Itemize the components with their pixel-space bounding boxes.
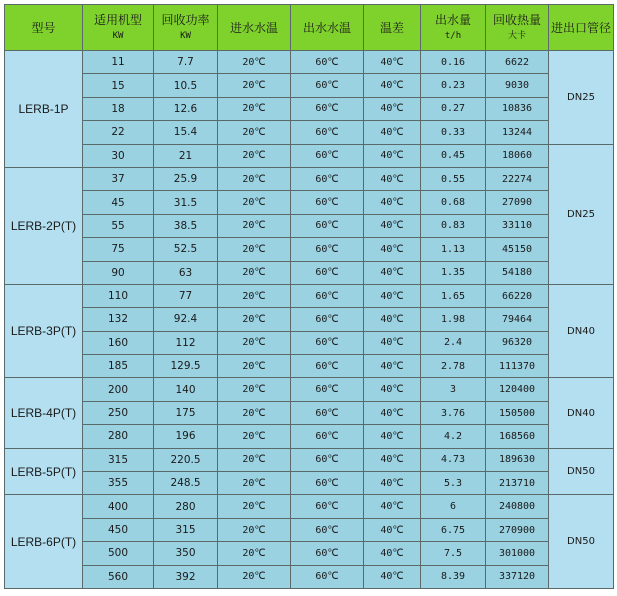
heat-cell: 240800 <box>486 495 549 518</box>
temp-diff-cell: 40℃ <box>364 167 421 190</box>
model-cell: LERB-6P(T) <box>5 495 83 589</box>
header-compressor-kw <box>83 5 154 51</box>
temp-diff-cell: 40℃ <box>364 495 421 518</box>
outlet-temp-cell: 60℃ <box>291 308 364 331</box>
heat-cell: 6622 <box>486 51 549 74</box>
flow-cell: 0.27 <box>421 97 486 120</box>
flow-cell: 0.16 <box>421 51 486 74</box>
recovery-kw-cell: 12.6 <box>154 97 218 120</box>
flow-cell: 8.39 <box>421 565 486 588</box>
header-label: 进出口管径 <box>550 20 611 35</box>
heat-cell: 54180 <box>486 261 549 284</box>
model-cell: LERB-1P <box>5 51 83 168</box>
inlet-temp-cell: 20℃ <box>218 495 291 518</box>
inlet-temp-cell: 20℃ <box>218 121 291 144</box>
inlet-temp-cell: 20℃ <box>218 378 291 401</box>
temp-diff-cell: 40℃ <box>364 401 421 424</box>
temp-diff-cell: 40℃ <box>364 51 421 74</box>
temp-diff-cell: 40℃ <box>364 97 421 120</box>
header-label: 进水水温 <box>229 20 278 35</box>
compressor-kw-cell: 355 <box>83 472 154 495</box>
pipe-size-cell: DN50 <box>549 448 614 495</box>
header-unit: KW <box>112 30 124 41</box>
outlet-temp-cell: 60℃ <box>291 144 364 167</box>
table-row <box>5 425 614 448</box>
recovery-kw-cell: 129.5 <box>154 355 218 378</box>
outlet-temp-cell: 60℃ <box>291 167 364 190</box>
recovery-kw-cell: 175 <box>154 401 218 424</box>
flow-cell: 0.33 <box>421 121 486 144</box>
table-row <box>5 355 614 378</box>
compressor-kw-cell: 110 <box>83 284 154 307</box>
compressor-kw-cell: 450 <box>83 518 154 541</box>
outlet-temp-cell: 60℃ <box>291 495 364 518</box>
outlet-temp-cell: 60℃ <box>291 518 364 541</box>
header-recovery-kw <box>154 5 218 51</box>
table-row <box>5 331 614 354</box>
table-header <box>5 5 614 51</box>
inlet-temp-cell: 20℃ <box>218 214 291 237</box>
inlet-temp-cell: 20℃ <box>218 284 291 307</box>
compressor-kw-cell: 75 <box>83 238 154 261</box>
inlet-temp-cell: 20℃ <box>218 261 291 284</box>
inlet-temp-cell: 20℃ <box>218 565 291 588</box>
heat-cell: 96320 <box>486 331 549 354</box>
recovery-kw-cell: 92.4 <box>154 308 218 331</box>
outlet-temp-cell: 60℃ <box>291 97 364 120</box>
compressor-kw-cell: 315 <box>83 448 154 471</box>
table-row <box>5 261 614 284</box>
table-row <box>5 214 614 237</box>
header-row <box>5 5 614 51</box>
model-cell: LERB-5P(T) <box>5 448 83 495</box>
model-cell: LERB-2P(T) <box>5 167 83 284</box>
table-row <box>5 167 614 190</box>
temp-diff-cell: 40℃ <box>364 261 421 284</box>
table-row <box>5 495 614 518</box>
recovery-kw-cell: 280 <box>154 495 218 518</box>
temp-diff-cell: 40℃ <box>364 518 421 541</box>
recovery-kw-cell: 196 <box>154 425 218 448</box>
outlet-temp-cell: 60℃ <box>291 284 364 307</box>
pipe-size-cell: DN40 <box>549 378 614 448</box>
outlet-temp-cell: 60℃ <box>291 448 364 471</box>
recovery-kw-cell: 77 <box>154 284 218 307</box>
compressor-kw-cell: 560 <box>83 565 154 588</box>
outlet-temp-cell: 60℃ <box>291 191 364 214</box>
header-inlet-temp <box>218 5 291 51</box>
header-unit: t/h <box>444 30 462 41</box>
pipe-size-cell: DN25 <box>549 144 614 284</box>
recovery-kw-cell: 38.5 <box>154 214 218 237</box>
compressor-kw-cell: 280 <box>83 425 154 448</box>
header-label: 适用机型 <box>93 12 142 27</box>
inlet-temp-cell: 20℃ <box>218 518 291 541</box>
heat-cell: 9030 <box>486 74 549 97</box>
temp-diff-cell: 40℃ <box>364 565 421 588</box>
header-model <box>5 5 83 51</box>
table-body <box>5 51 614 589</box>
inlet-temp-cell: 20℃ <box>218 191 291 214</box>
recovery-kw-cell: 220.5 <box>154 448 218 471</box>
pipe-size-cell: DN50 <box>549 495 614 589</box>
heat-cell: 79464 <box>486 308 549 331</box>
flow-cell: 1.65 <box>421 284 486 307</box>
inlet-temp-cell: 20℃ <box>218 97 291 120</box>
compressor-kw-cell: 400 <box>83 495 154 518</box>
heat-cell: 189630 <box>486 448 549 471</box>
table-row <box>5 74 614 97</box>
outlet-temp-cell: 60℃ <box>291 425 364 448</box>
model-cell: LERB-4P(T) <box>5 378 83 448</box>
temp-diff-cell: 40℃ <box>364 214 421 237</box>
flow-cell: 0.68 <box>421 191 486 214</box>
outlet-temp-cell: 60℃ <box>291 261 364 284</box>
flow-cell: 0.45 <box>421 144 486 167</box>
table-row <box>5 565 614 588</box>
heat-cell: 337120 <box>486 565 549 588</box>
temp-diff-cell: 40℃ <box>364 472 421 495</box>
flow-cell: 1.98 <box>421 308 486 331</box>
outlet-temp-cell: 60℃ <box>291 121 364 144</box>
table-row <box>5 472 614 495</box>
recovery-kw-cell: 248.5 <box>154 472 218 495</box>
pipe-size-cell: DN40 <box>549 284 614 378</box>
header-unit: KW <box>180 30 191 41</box>
temp-diff-cell: 40℃ <box>364 284 421 307</box>
temp-diff-cell: 40℃ <box>364 542 421 565</box>
recovery-kw-cell: 112 <box>154 331 218 354</box>
table-row <box>5 284 614 307</box>
table-row <box>5 518 614 541</box>
recovery-kw-cell: 52.5 <box>154 238 218 261</box>
header-label: 出水水温 <box>302 20 351 35</box>
heat-cell: 66220 <box>486 284 549 307</box>
compressor-kw-cell: 500 <box>83 542 154 565</box>
header-outlet-temp <box>291 5 364 51</box>
flow-cell: 6.75 <box>421 518 486 541</box>
inlet-temp-cell: 20℃ <box>218 542 291 565</box>
recovery-kw-cell: 315 <box>154 518 218 541</box>
compressor-kw-cell: 200 <box>83 378 154 401</box>
compressor-kw-cell: 18 <box>83 97 154 120</box>
recovery-kw-cell: 21 <box>154 144 218 167</box>
compressor-kw-cell: 37 <box>83 167 154 190</box>
table-row <box>5 121 614 144</box>
temp-diff-cell: 40℃ <box>364 144 421 167</box>
table-row <box>5 308 614 331</box>
flow-cell: 1.35 <box>421 261 486 284</box>
recovery-kw-cell: 350 <box>154 542 218 565</box>
outlet-temp-cell: 60℃ <box>291 401 364 424</box>
flow-cell: 3.76 <box>421 401 486 424</box>
outlet-temp-cell: 60℃ <box>291 542 364 565</box>
inlet-temp-cell: 20℃ <box>218 238 291 261</box>
table-row <box>5 97 614 120</box>
flow-cell: 3 <box>421 378 486 401</box>
compressor-kw-cell: 55 <box>83 214 154 237</box>
header-temp-diff <box>364 5 421 51</box>
pipe-size-cell: DN25 <box>549 51 614 145</box>
outlet-temp-cell: 60℃ <box>291 472 364 495</box>
recovery-kw-cell: 63 <box>154 261 218 284</box>
table-row <box>5 401 614 424</box>
inlet-temp-cell: 20℃ <box>218 331 291 354</box>
heat-cell: 111370 <box>486 355 549 378</box>
heat-cell: 33110 <box>486 214 549 237</box>
compressor-kw-cell: 45 <box>83 191 154 214</box>
outlet-temp-cell: 60℃ <box>291 378 364 401</box>
flow-cell: 0.23 <box>421 74 486 97</box>
temp-diff-cell: 40℃ <box>364 238 421 261</box>
temp-diff-cell: 40℃ <box>364 378 421 401</box>
header-label: 回收热量 <box>492 12 541 27</box>
table-row <box>5 378 614 401</box>
recovery-kw-cell: 25.9 <box>154 167 218 190</box>
inlet-temp-cell: 20℃ <box>218 425 291 448</box>
flow-cell: 4.73 <box>421 448 486 471</box>
temp-diff-cell: 40℃ <box>364 191 421 214</box>
outlet-temp-cell: 60℃ <box>291 331 364 354</box>
temp-diff-cell: 40℃ <box>364 121 421 144</box>
compressor-kw-cell: 90 <box>83 261 154 284</box>
compressor-kw-cell: 30 <box>83 144 154 167</box>
flow-cell: 5.3 <box>421 472 486 495</box>
table-row <box>5 542 614 565</box>
heat-cell: 22274 <box>486 167 549 190</box>
temp-diff-cell: 40℃ <box>364 74 421 97</box>
heat-cell: 10836 <box>486 97 549 120</box>
header-label: 回收功率 <box>161 12 210 27</box>
recovery-kw-cell: 15.4 <box>154 121 218 144</box>
table-row <box>5 191 614 214</box>
header-unit: 大卡 <box>507 30 526 41</box>
heat-cell: 270900 <box>486 518 549 541</box>
compressor-kw-cell: 185 <box>83 355 154 378</box>
heat-cell: 13244 <box>486 121 549 144</box>
inlet-temp-cell: 20℃ <box>218 401 291 424</box>
table-row <box>5 238 614 261</box>
flow-cell: 2.78 <box>421 355 486 378</box>
inlet-temp-cell: 20℃ <box>218 448 291 471</box>
inlet-temp-cell: 20℃ <box>218 308 291 331</box>
recovery-kw-cell: 7.7 <box>154 51 218 74</box>
temp-diff-cell: 40℃ <box>364 331 421 354</box>
temp-diff-cell: 40℃ <box>364 308 421 331</box>
compressor-kw-cell: 132 <box>83 308 154 331</box>
heat-cell: 120400 <box>486 378 549 401</box>
header-label: 出水量 <box>434 12 471 27</box>
compressor-kw-cell: 15 <box>83 74 154 97</box>
header-pipe-size <box>549 5 614 51</box>
header-label: 型号 <box>31 20 56 35</box>
table-row <box>5 144 614 167</box>
compressor-kw-cell: 160 <box>83 331 154 354</box>
heat-cell: 45150 <box>486 238 549 261</box>
heat-cell: 150500 <box>486 401 549 424</box>
outlet-temp-cell: 60℃ <box>291 565 364 588</box>
table-row <box>5 51 614 74</box>
temp-diff-cell: 40℃ <box>364 425 421 448</box>
compressor-kw-cell: 22 <box>83 121 154 144</box>
heat-cell: 18060 <box>486 144 549 167</box>
recovery-kw-cell: 10.5 <box>154 74 218 97</box>
inlet-temp-cell: 20℃ <box>218 51 291 74</box>
compressor-kw-cell: 250 <box>83 401 154 424</box>
inlet-temp-cell: 20℃ <box>218 355 291 378</box>
flow-cell: 0.83 <box>421 214 486 237</box>
flow-cell: 0.55 <box>421 167 486 190</box>
flow-cell: 6 <box>421 495 486 518</box>
flow-cell: 2.4 <box>421 331 486 354</box>
heat-cell: 27090 <box>486 191 549 214</box>
temp-diff-cell: 40℃ <box>364 355 421 378</box>
recovery-kw-cell: 392 <box>154 565 218 588</box>
inlet-temp-cell: 20℃ <box>218 167 291 190</box>
header-label: 温差 <box>379 20 404 35</box>
outlet-temp-cell: 60℃ <box>291 51 364 74</box>
temp-diff-cell: 40℃ <box>364 448 421 471</box>
flow-cell: 4.2 <box>421 425 486 448</box>
flow-cell: 1.13 <box>421 238 486 261</box>
inlet-temp-cell: 20℃ <box>218 144 291 167</box>
compressor-kw-cell: 11 <box>83 51 154 74</box>
heat-cell: 213710 <box>486 472 549 495</box>
header-flow <box>421 5 486 51</box>
inlet-temp-cell: 20℃ <box>218 472 291 495</box>
inlet-temp-cell: 20℃ <box>218 74 291 97</box>
table-row <box>5 448 614 471</box>
flow-cell: 7.5 <box>421 542 486 565</box>
heat-cell: 168560 <box>486 425 549 448</box>
heat-recovery-spec-table <box>4 4 614 589</box>
recovery-kw-cell: 140 <box>154 378 218 401</box>
model-cell: LERB-3P(T) <box>5 284 83 378</box>
outlet-temp-cell: 60℃ <box>291 74 364 97</box>
outlet-temp-cell: 60℃ <box>291 214 364 237</box>
heat-cell: 301000 <box>486 542 549 565</box>
recovery-kw-cell: 31.5 <box>154 191 218 214</box>
outlet-temp-cell: 60℃ <box>291 238 364 261</box>
header-heat <box>486 5 549 51</box>
outlet-temp-cell: 60℃ <box>291 355 364 378</box>
